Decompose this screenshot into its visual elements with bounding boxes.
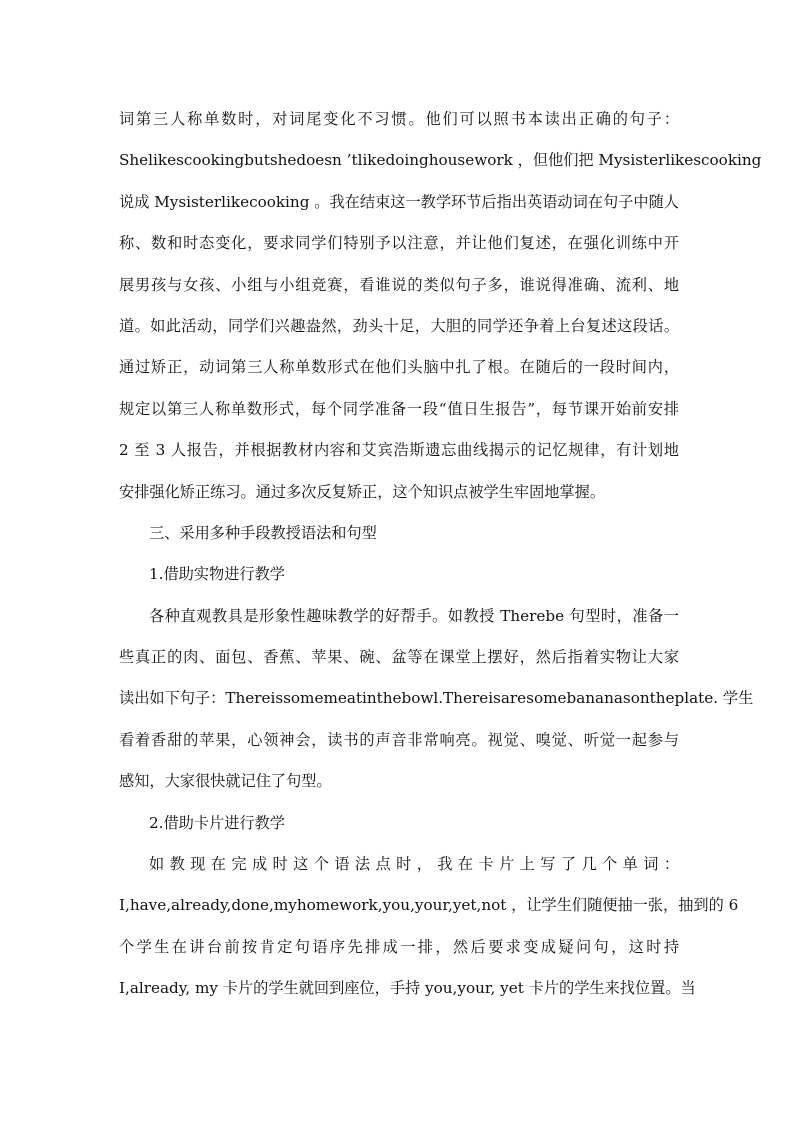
text-line: 说成 Mysisterlikecooking 。我在结束这一教学环节后指出英语动词在句子中随人 — [119, 192, 679, 211]
text-line: 安排强化矫正练习。通过多次反复矫正，这个知识点被学生牢固地掌握。 — [119, 482, 605, 501]
text-line: 道。如此活动，同学们兴趣盎然，劲头十足，大胆的同学还争着上台复述这段话。 — [119, 316, 679, 335]
text-line: 些真正的肉、面包、香蕉、苹果、碗、盆等在课堂上摆好，然后指着实物让大家 — [119, 648, 679, 667]
section-heading: 三、采用多种手段教授语法和句型 — [149, 523, 377, 542]
text-line: 展男孩与女孩、小组与小组竞赛，看谁说的类似句子多，谁说得准确、流利、地 — [119, 275, 679, 294]
text-line: 2 至 3 人报告，并根据教材内容和艾宾浩斯遗忘曲线揭示的记忆规律，有计划地 — [119, 441, 679, 460]
text-line: Shelikescookingbutshedoesn ’tlikedoinghousework ，但他们把 Mysisterlikescooking — [119, 151, 762, 170]
text-line: I,already, my 卡片的学生就回到座位，手持 you,your, yet 卡片的学生来找位置。当 — [119, 979, 696, 998]
text-line: 词第三人称单数时，对词尾变化不习惯。他们可以照书本读出正确的句子： — [119, 110, 679, 128]
text-line: 个学生在讲台前按肯定句语序先排成一排，然后要求变成疑问句，这时持 — [119, 937, 679, 956]
subsection-heading: 1.借助实物进行教学 — [149, 565, 285, 584]
document-body — [119, 99, 762, 1010]
subsection-heading: 2.借助卡片进行教学 — [149, 813, 285, 832]
text-line: 通过矫正，动词第三人称单数形式在他们头脑中扎了根。在随后的一段时间内， — [119, 358, 679, 377]
text-line: 读出如下句子：Thereissomemeatinthebowl.Thereisaresomebananasontheplate. 学生 — [119, 689, 754, 708]
text-line: 规定以第三人称单数形式，每个同学准备一段“值日生报告”，每节课开始前安排 — [119, 399, 679, 418]
text-line: 看着香甜的苹果，心领神会，读书的声音非常响亮。视觉、嗅觉、听觉一起参与 — [119, 730, 679, 749]
text-line: 各种直观教具是形象性趣味教学的好帮手。如教授 Therebe 句型时，准备一 — [149, 606, 679, 625]
text-line: I,have,already,done,myhomework,you,your,yet,not ，让学生们随便抽一张，抽到的 6 — [119, 896, 739, 915]
text-line: 感知，大家很快就记住了句型。 — [119, 772, 332, 791]
text-line: 称、数和时态变化，要求同学们特别予以注意，并让他们复述，在强化训练中开 — [119, 234, 679, 253]
text-line: 如教现在完成时这个语法点时，我在卡片上写了几个单词： — [149, 855, 679, 874]
